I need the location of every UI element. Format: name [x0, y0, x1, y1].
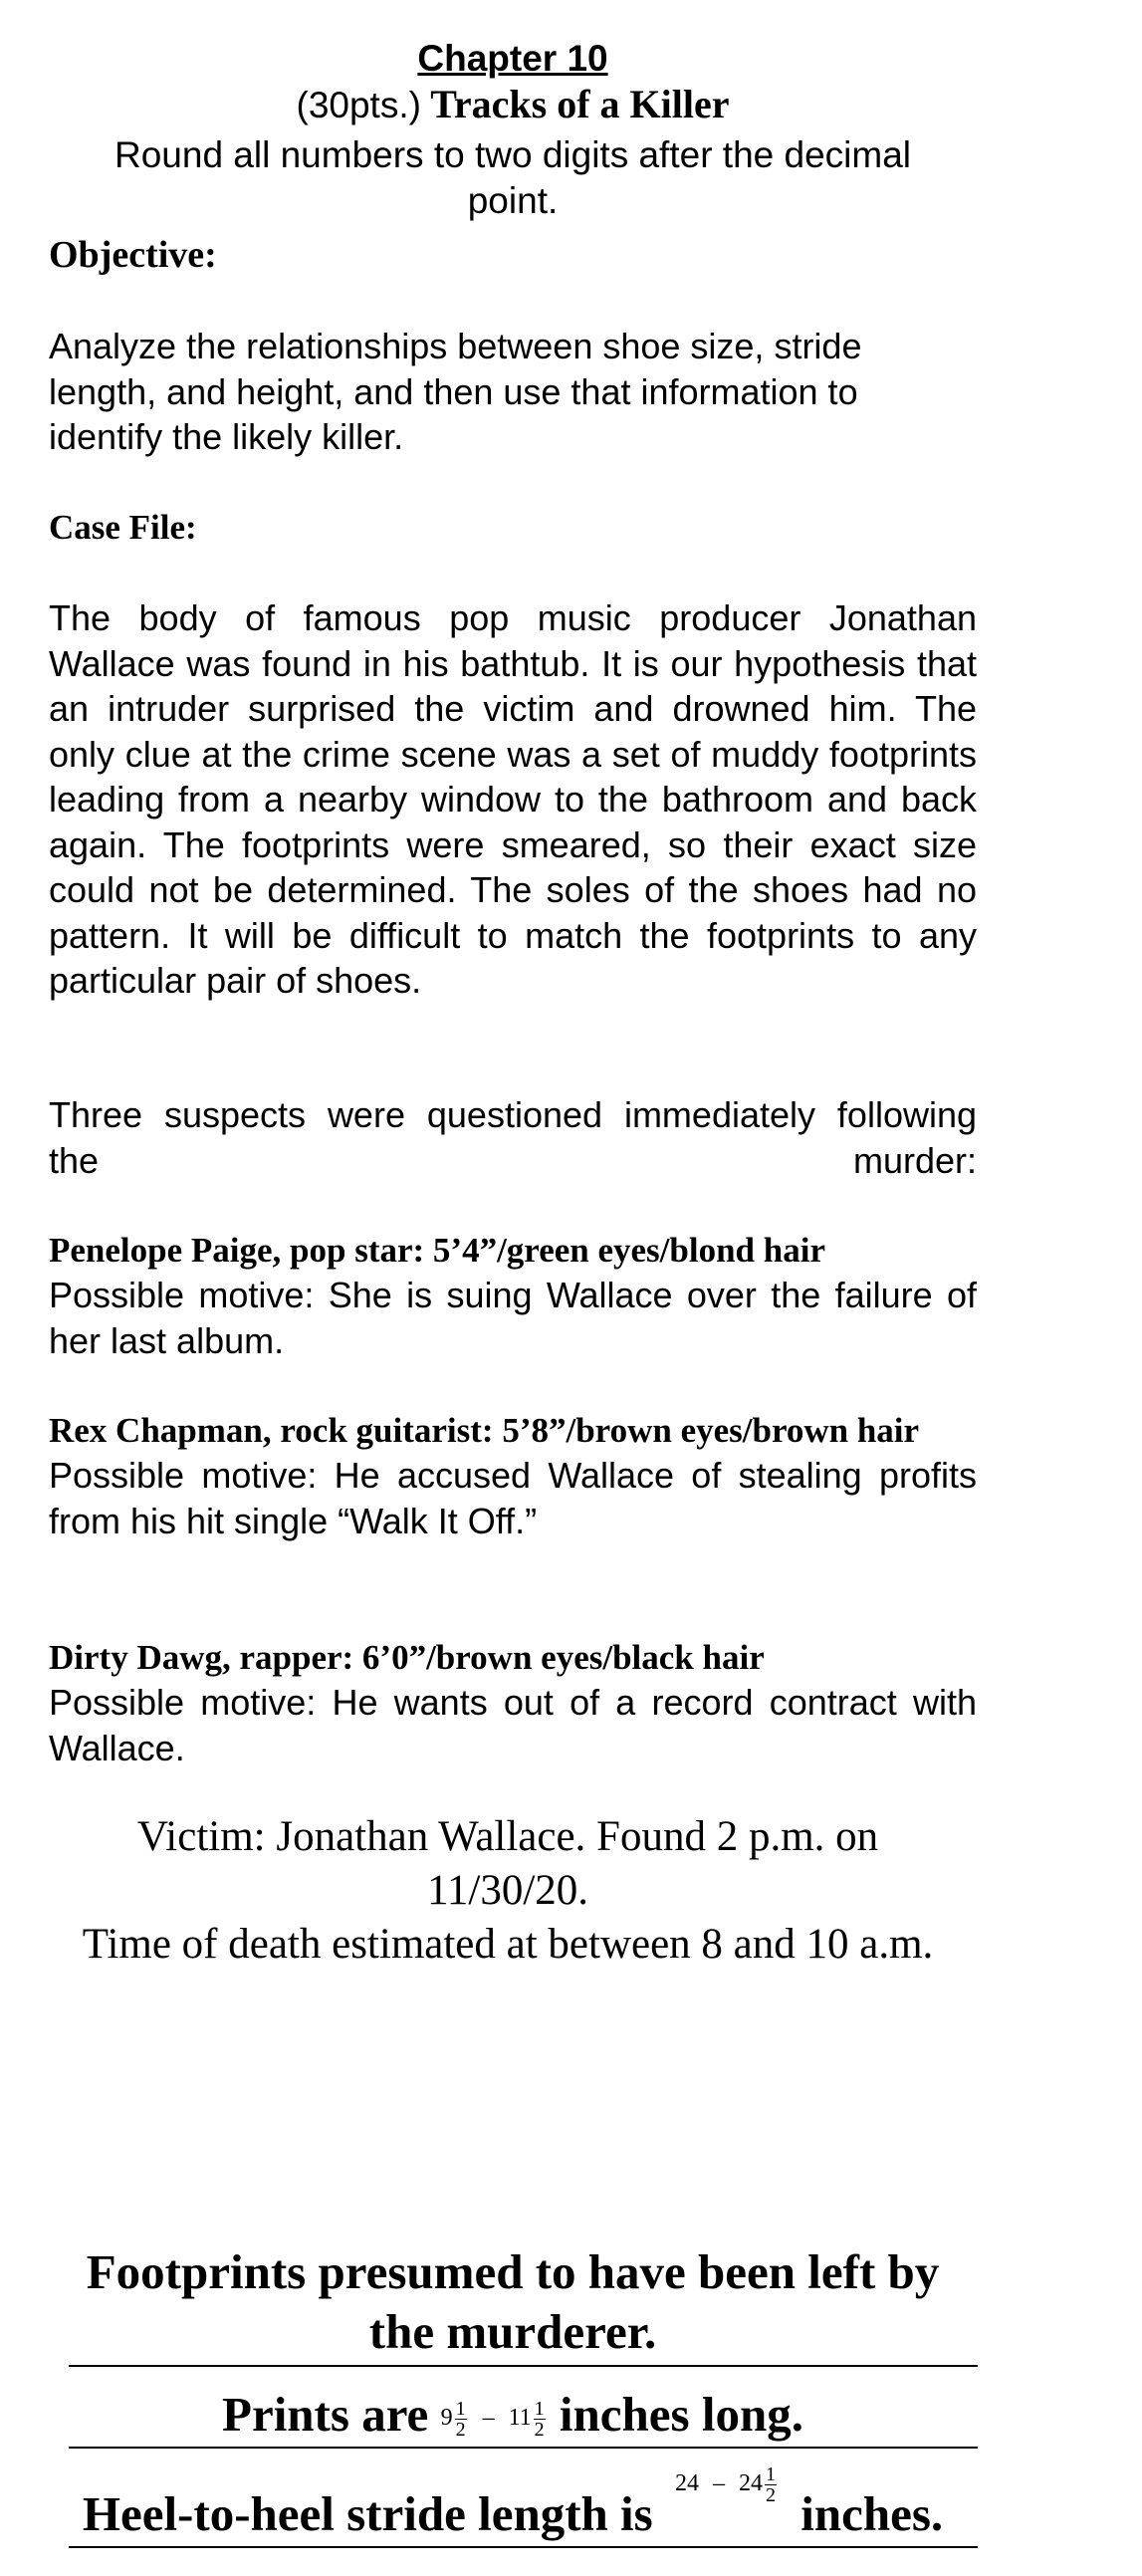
suspect-motive: Possible motive: She is suing Wallace over the failure of her last album. — [49, 1275, 977, 1361]
suspect-entry — [49, 1228, 977, 1363]
suspects-intro-text: Three suspects were questioned immediately following the murder: — [49, 1094, 977, 1181]
prints-suffix: inches long. — [559, 2387, 803, 2442]
footprints-heading: Footprints presumed to have been left by the murderer. — [86, 2244, 940, 2359]
divider-line — [69, 2447, 978, 2449]
range-dash: – — [482, 2405, 495, 2432]
suspect-entry — [49, 1408, 977, 1543]
suspects-intro-line1 — [49, 1092, 977, 1183]
rounding-instruction: Round all numbers to two digits after the decimal point. — [114, 134, 912, 221]
points-label: (30pts.) — [296, 85, 421, 125]
suspect-name: Dirty Dawg, rapper: 6’0”/brown eyes/black hair — [49, 1638, 765, 1677]
fraction-numerator: 1 — [765, 2463, 776, 2486]
stride-length-line — [49, 2459, 977, 2569]
divider-line — [69, 2365, 978, 2367]
stride-high-whole: 24 — [738, 2470, 763, 2497]
suspect-motive: Possible motive: He wants out of a record contract with Wallace. — [49, 1682, 977, 1768]
objective-heading: Objective: — [49, 234, 217, 276]
fraction-denominator: 2 — [455, 2419, 466, 2442]
suspect-name: Rex Chapman, rock guitarist: 5’8”/brown eyes/brown hair — [49, 1411, 920, 1450]
prints-high-fraction — [534, 2399, 546, 2440]
stride-suffix: inches. — [800, 2486, 944, 2541]
prints-range — [441, 2399, 548, 2440]
chapter-subtitle — [0, 82, 1026, 129]
chapter-name: Tracks of a Killer — [430, 82, 730, 126]
prints-length-line — [49, 2385, 977, 2445]
fraction-denominator: 2 — [765, 2484, 776, 2507]
objective-text: Analyze the relationships between shoe size, stride length, and height, and then use that information to identify the likely killer. — [49, 326, 862, 457]
case-file-heading: Case File: — [49, 508, 197, 547]
victim-found-line: Victim: Jonathan Wallace. Found 2 p.m. on 11/30/20. — [136, 1813, 879, 1914]
fraction-denominator: 2 — [534, 2419, 545, 2442]
time-of-death-line: Time of death estimated at between 8 and 10 a.m. — [82, 1921, 934, 1968]
suspect-entry — [49, 1635, 977, 1770]
prints-prefix: Prints are — [222, 2387, 429, 2442]
prints-high-whole: 11 — [508, 2405, 532, 2432]
stride-high-fraction — [765, 2464, 777, 2505]
case-file-paragraph: The body of famous pop music producer Jonathan Wallace was found in his bathtub. It is our hypothesis that an intruder surprised the victim and drowned him. The only clue at the crime scene was a set of muddy footprints leading from a nearby window to the bathroom and back again. The footprints were smeared, so their exact size could not be determined. The soles of the shoes had no pattern. It will be difficult to match the footprints to any particular pair of shoes. — [49, 597, 977, 1001]
divider-line — [69, 2546, 978, 2548]
chapter-title: Chapter 10 — [417, 38, 608, 79]
fraction-numerator: 1 — [534, 2398, 545, 2421]
stride-prefix: Heel-to-heel stride length is — [82, 2486, 653, 2541]
stride-low: 24 — [674, 2470, 699, 2497]
suspect-name: Penelope Paige, pop star: 5’4”/green eyes/blond hair — [49, 1231, 825, 1270]
prints-low-whole: 9 — [440, 2405, 453, 2432]
range-dash: – — [712, 2470, 725, 2497]
prints-low-fraction — [455, 2399, 467, 2440]
fraction-numerator: 1 — [455, 2398, 466, 2421]
stride-range — [675, 2464, 779, 2505]
suspect-motive: Possible motive: He accused Wallace of stealing profits from his hit single “Walk It Off.” — [49, 1455, 977, 1541]
victim-info — [60, 1810, 956, 1972]
